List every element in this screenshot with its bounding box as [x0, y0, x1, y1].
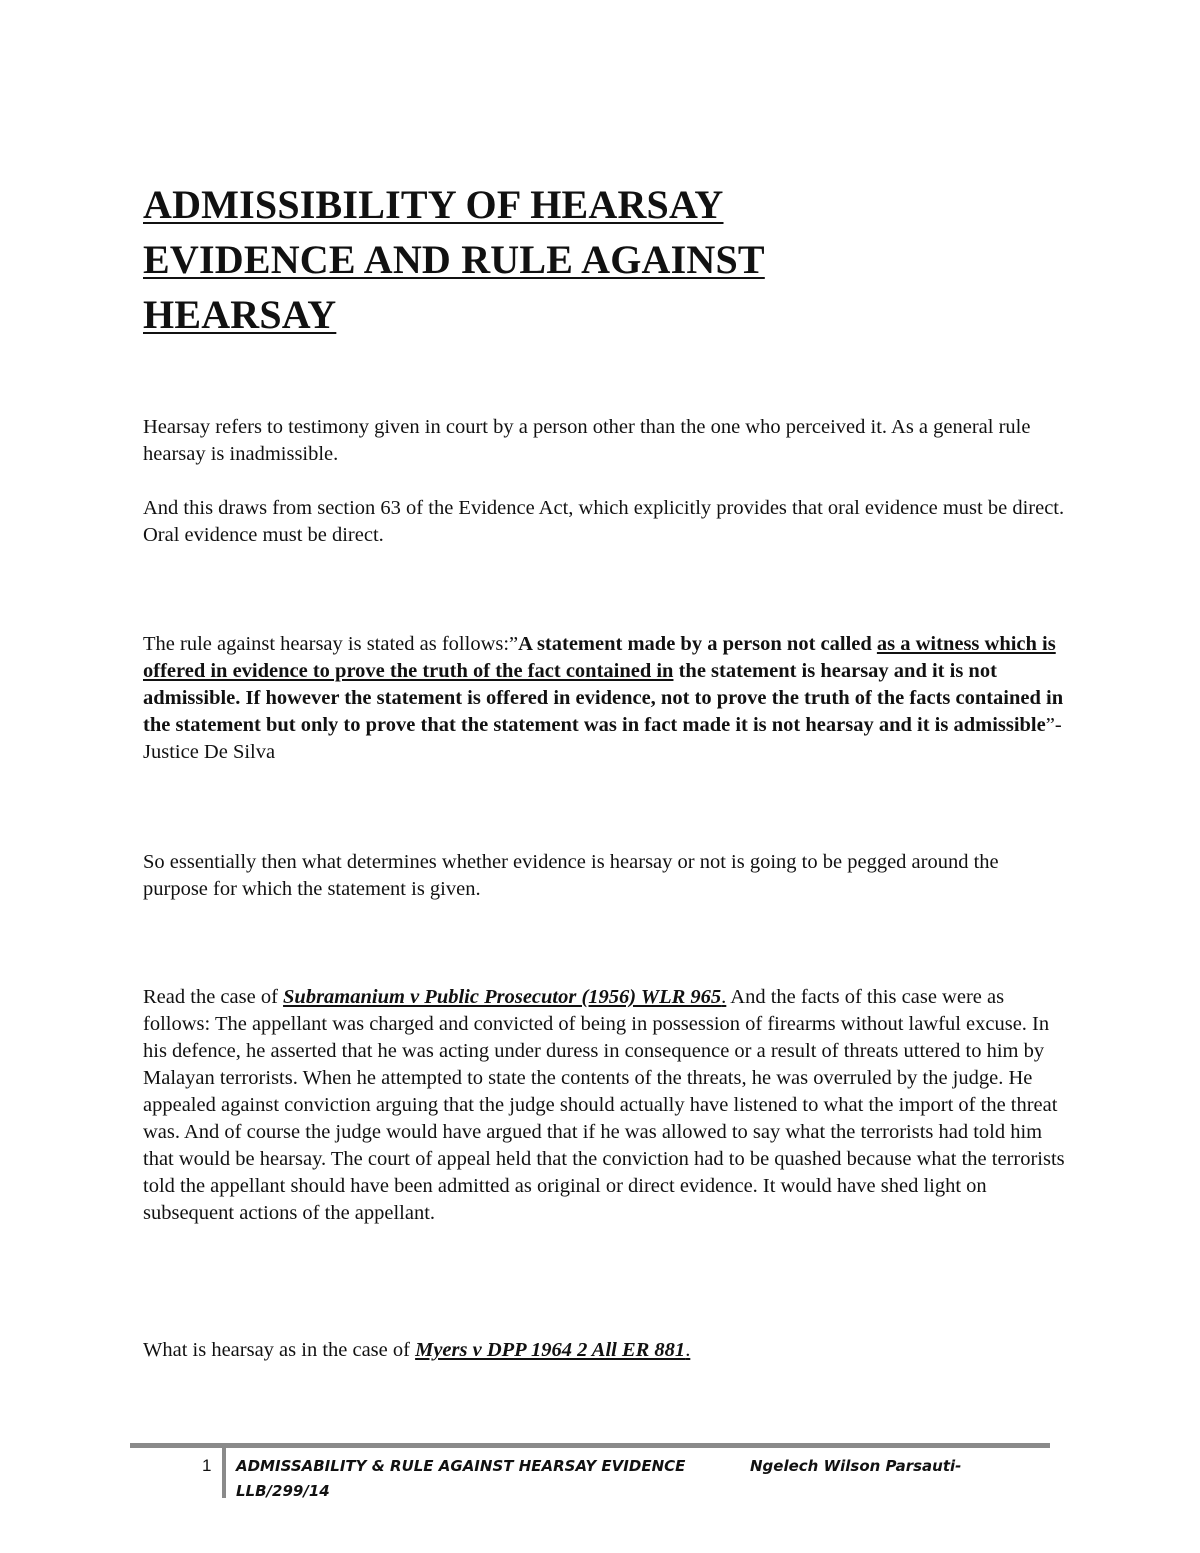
title-line-1: ADMISSIBILITY OF HEARSAY	[143, 182, 724, 227]
case-citation-subramanium: Subramanium v Public Prosecutor (1956) WLR 965	[283, 986, 722, 1008]
document-title	[143, 177, 1043, 342]
title-line-3: HEARSAY	[143, 292, 337, 337]
footer-horizontal-rule	[130, 1443, 1050, 1448]
myers-citation-end: .	[685, 1339, 691, 1361]
paragraph-subramanium-case	[143, 984, 1068, 1227]
paragraph-rule-against-hearsay	[143, 631, 1068, 766]
footer-author: Ngelech Wilson Parsauti-	[750, 1457, 962, 1475]
case-facts: And the facts of this case were as follows: The appellant was charged and convicted of being in possession of firearms without lawful excuse. In his defence, he asserted that he was acting under duress in consequence or a result of threats uttered to him by Malayan terrorists. When he attempted to state the contents of the threats, he was overruled by the judge. He appealed against conviction arguing that the judge should actually have listened to what the import of the threat was. And of course the judge would have argued that if he was allowed to say what the terrorists had told him that would be hearsay. The court of appeal held that the conviction had to be quashed because what the terrorists told the appellant should have been admitted as original or direct evidence. It would have shed light on subsequent actions of the appellant.	[143, 986, 1065, 1224]
paragraph-purpose: So essentially then what determines whether evidence is hearsay or not is going to be pegged around the purpose for which the statement is given.	[143, 851, 999, 900]
paragraph-section-63: And this draws from section 63 of the Evidence Act, which explicitly provides that oral evidence must be direct. Oral evidence must be direct.	[143, 497, 1065, 546]
rule-intro: The rule against hearsay is stated as follows:”	[143, 633, 519, 655]
footer-registration-number: LLB/299/14	[236, 1482, 330, 1500]
case-citation-end: .	[721, 986, 727, 1008]
case-intro: Read the case of	[143, 986, 284, 1008]
footer-page-number: 1	[202, 1456, 212, 1475]
rule-attribution: ”- Justice De Silva	[143, 714, 1062, 763]
rule-quote-rest: the statement is hearsay and it is not admissible. If however the statement is offered in evidence, not to prove the truth of the facts contained in the statement but only to prove that the statement was in fact made it is not hearsay and it is admissible	[143, 660, 1064, 736]
paragraph-myers-case	[143, 1337, 1068, 1364]
footer-vertical-rule	[222, 1443, 226, 1498]
title-line-2: EVIDENCE AND RULE AGAINST	[143, 237, 765, 282]
footer-running-title: ADMISSABILITY & RULE AGAINST HEARSAY EVIDENCE	[236, 1457, 686, 1475]
rule-quote-underlined: as a witness which is offered in evidence to prove the truth of the fact contained in	[143, 633, 1056, 682]
page-footer	[130, 1443, 1050, 1503]
case-citation-myers: Myers v DPP 1964 2 All ER 881	[415, 1339, 686, 1361]
paragraph-hearsay-definition: Hearsay refers to testimony given in court by a person other than the one who perceived it. As a general rule hearsay is inadmissible.	[143, 416, 1031, 465]
rule-quote-start: A statement made by a person not called	[518, 633, 877, 655]
myers-intro: What is hearsay as in the case of	[143, 1339, 416, 1361]
